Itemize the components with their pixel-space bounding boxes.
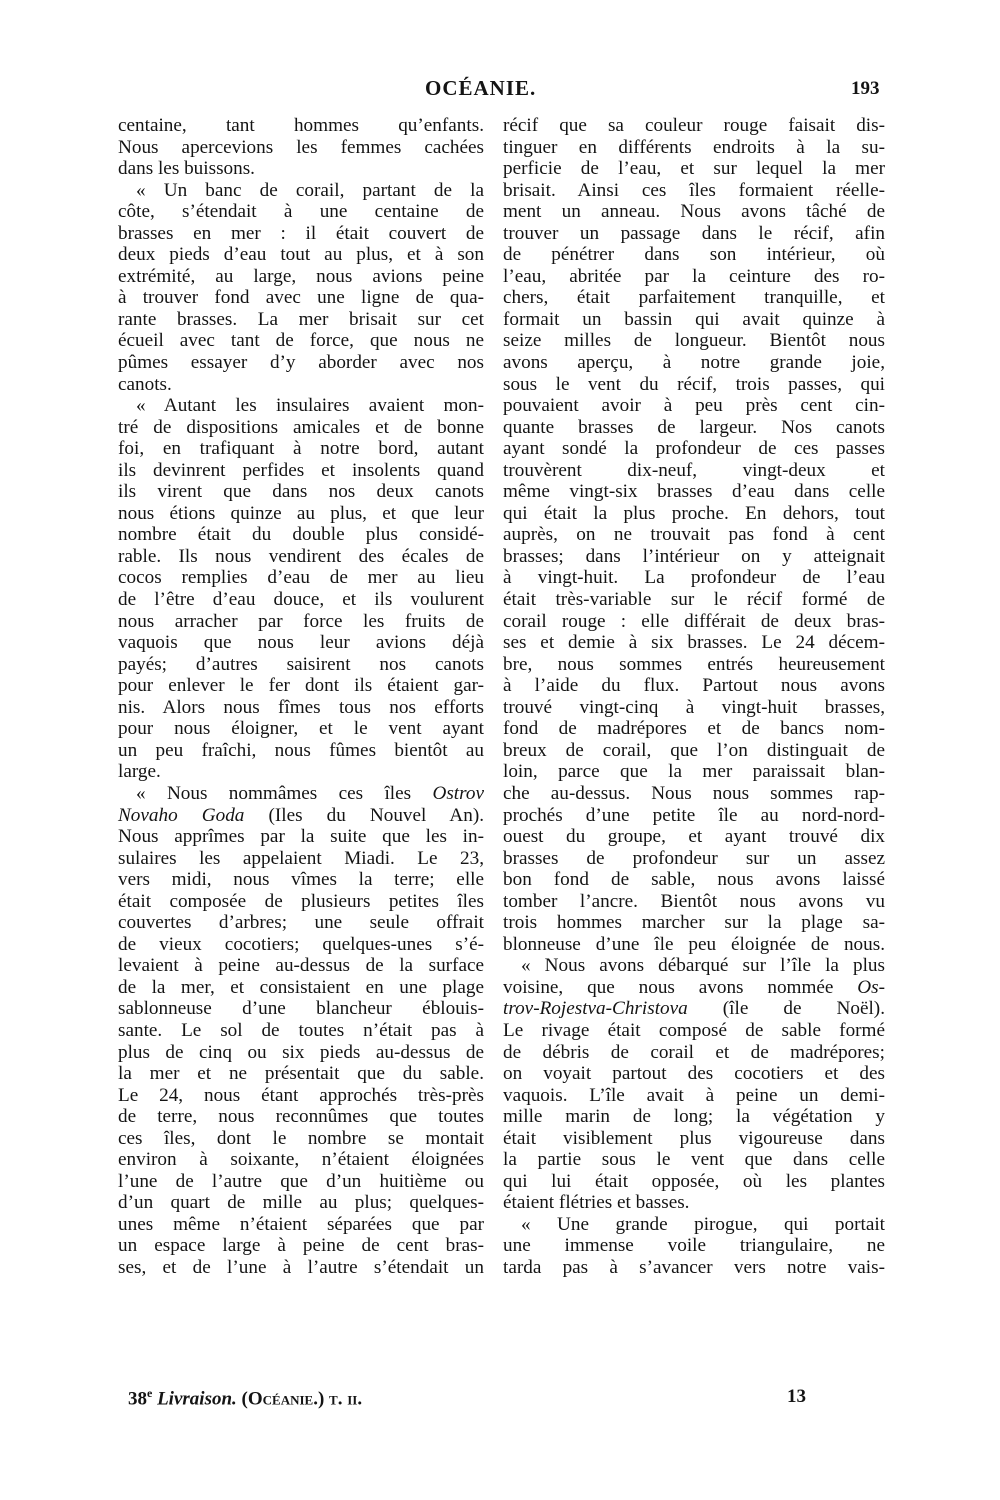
line-text: un peu fraîchi, nous fûmes bientôt au <box>118 739 484 761</box>
text-line <box>118 718 484 740</box>
text-line <box>118 115 484 137</box>
line-text: corail rouge : elle différait de deux bras- <box>503 610 885 632</box>
text-line <box>118 503 484 525</box>
line-text: trouvèrent dix-neuf, vingt-deux et <box>503 459 885 481</box>
line-text: était très-variable sur le récif formé de <box>503 589 885 611</box>
text-line <box>503 223 885 245</box>
line-text: pour enlever le fer dont ils étaient gar- <box>118 675 484 697</box>
line-text: breux de corail, que l’on distinguait de <box>503 739 885 761</box>
line-text: loin, parce que la mer paraissait blan- <box>503 761 885 783</box>
line-text: nous étions quinze au plus, et que leur <box>118 502 484 524</box>
line-text: voisine, que nous avons nommée <box>503 976 858 998</box>
line-text: un espace large à peine de cent bras- <box>118 1235 484 1257</box>
line-text: ils virent que dans nos deux canots <box>118 481 484 503</box>
line-text: on voyait partout des cocotiers et des <box>503 1063 885 1085</box>
line-text: « Nous nommâmes ces îles <box>136 782 433 804</box>
line-text-after: (Iles du Nouvel An). <box>244 804 485 826</box>
text-line <box>118 998 484 1020</box>
line-text: bon fond de sable, nous avons laissé <box>503 869 885 891</box>
line-text: cocos remplies d’eau de mer au lieu <box>118 567 484 589</box>
text-line <box>503 524 885 546</box>
line-text: tomber l’ancre. Bientôt nous avons vu <box>503 890 885 912</box>
line-text: plus de cinq ou six pieds au-dessus de <box>118 1041 484 1063</box>
line-text: pouvaient avoir à peu près cent cin- <box>503 395 885 417</box>
text-line <box>503 201 885 223</box>
text-line <box>503 955 885 977</box>
line-text: sulaires les appelaient Miadi. Le 23, <box>118 847 484 869</box>
line-text: ses, et de l’une à l’autre s’étendait un <box>118 1256 484 1278</box>
line-text: ouest du groupe, et ayant trouvé dix <box>503 826 885 848</box>
line-text: « Nous avons débarqué sur l’île la plus <box>521 955 885 977</box>
line-text: Nous apprîmes par la suite que les in- <box>118 826 484 848</box>
line-text: canots. <box>118 373 172 395</box>
line-text: nis. Alors nous fîmes tous nos efforts <box>118 696 484 718</box>
line-text: brisait. Ainsi ces îles formaient réelle- <box>503 179 885 201</box>
line-text: prochés d’une petite île au nord-nord- <box>503 804 885 826</box>
line-text: couvertes d’arbres; une seule offrait <box>118 912 484 934</box>
line-text: ment un anneau. Nous avons tâché de <box>503 201 885 223</box>
text-line <box>503 891 885 913</box>
text-line <box>503 417 885 439</box>
text-line <box>118 309 484 331</box>
line-text: bre, nous sommes entrés heureusement <box>503 653 885 675</box>
line-text: récif que sa couleur rouge faisait dis- <box>503 115 885 136</box>
text-line <box>503 654 885 676</box>
text-line <box>118 675 484 697</box>
line-text-after: (île de Noël). <box>687 998 885 1020</box>
line-text: de terre, nous reconnûmes que toutes <box>118 1106 484 1128</box>
text-line <box>118 201 484 223</box>
line-text: étaient flétries et basses. <box>503 1192 690 1214</box>
text-line <box>503 287 885 309</box>
text-line <box>118 481 484 503</box>
line-text: deux pieds d’eau tout au plus, et à son <box>118 244 484 266</box>
text-line <box>118 438 484 460</box>
line-text: che au-dessus. Nous nous sommes rap- <box>503 782 885 804</box>
line-text: auprès, on ne trouvait pas fond à cent <box>503 524 885 546</box>
line-text: l’une de l’autre que d’un huitième ou <box>118 1170 484 1192</box>
line-text: qui lui était opposée, où les plantes <box>503 1170 885 1192</box>
line-text: ils devinrent perfides et insolents quand <box>118 459 484 481</box>
line-text: la partie sous le vent que dans celle <box>503 1149 885 1171</box>
line-text: sous le vent du récif, trois passes, qui <box>503 373 885 395</box>
line-text: brasses de profondeur sur un assez <box>503 847 885 869</box>
line-text: levaient à peine au-dessus de la surface <box>118 955 484 977</box>
line-text: pour nous éloigner, et le vent ayant <box>118 718 484 740</box>
line-text: unes même n’étaient séparées que par <box>118 1213 484 1235</box>
signature-superscript: e <box>147 1386 153 1400</box>
line-text: perficie de l’eau, et sur lequel la mer <box>503 158 885 180</box>
text-line <box>503 1063 885 1085</box>
line-text: extrémité, au large, nous avions peine <box>118 265 484 287</box>
line-text: à l’aide du flux. Partout nous avons <box>503 675 885 697</box>
text-line <box>503 761 885 783</box>
text-line <box>118 158 484 180</box>
line-text: rable. Ils nous vendirent des écales de <box>118 545 484 567</box>
text-line <box>503 1235 885 1257</box>
text-line <box>118 611 484 633</box>
text-line <box>503 589 885 611</box>
text-line <box>503 1192 885 1214</box>
text-line <box>118 567 484 589</box>
text-line <box>503 374 885 396</box>
text-line <box>118 589 484 611</box>
sheet-number: 13 <box>787 1386 806 1407</box>
line-text: « Une grande pirogue, qui portait <box>521 1213 885 1235</box>
line-text: tré de dispositions amicales et de bonne <box>118 416 484 438</box>
line-text: mille marin de long; la végétation y <box>503 1106 885 1128</box>
text-line <box>118 1214 484 1236</box>
text-line <box>503 1149 885 1171</box>
text-line <box>118 1257 484 1279</box>
text-line <box>118 891 484 913</box>
line-text: sante. Le sol de toutes n’était pas à <box>118 1019 484 1041</box>
line-text: de l’être d’eau douce, et ils voulurent <box>118 589 484 611</box>
text-line <box>503 137 885 159</box>
text-line <box>118 180 484 202</box>
text-line <box>503 567 885 589</box>
text-line <box>503 632 885 654</box>
line-text: Le rivage était composé de sable formé <box>503 1019 885 1041</box>
text-line <box>503 1020 885 1042</box>
text-line <box>118 761 484 783</box>
text-line <box>118 740 484 762</box>
text-line <box>118 977 484 999</box>
text-line <box>503 395 885 417</box>
text-line <box>503 481 885 503</box>
line-text: trois hommes marcher sur la plage sa- <box>503 912 885 934</box>
line-text: à trouver fond avec une ligne de qua- <box>118 287 484 309</box>
text-line <box>503 1128 885 1150</box>
line-text: vers midi, nous vîmes la terre; elle <box>118 869 484 891</box>
line-text: ses et demie à six brasses. Le 24 décem- <box>503 632 885 654</box>
text-line <box>118 654 484 676</box>
signature-number: 38 <box>128 1388 147 1410</box>
line-text: de vieux cocotiers; quelques-unes s’é- <box>118 933 484 955</box>
text-line <box>503 1106 885 1128</box>
line-text: blonneuse d’une île peu éloignée de nous. <box>503 933 885 955</box>
text-line <box>118 374 484 396</box>
text-line <box>503 783 885 805</box>
text-line <box>503 1214 885 1236</box>
line-text: environ à soixante, n’étaient éloignées <box>118 1149 484 1171</box>
text-line <box>118 395 484 417</box>
text-line <box>118 1235 484 1257</box>
text-line <box>503 869 885 891</box>
text-line <box>118 1192 484 1214</box>
text-line <box>503 912 885 934</box>
line-text: la mer et ne présentait que du sable. <box>118 1063 484 1085</box>
text-line <box>503 848 885 870</box>
text-line <box>503 805 885 827</box>
text-line <box>503 352 885 374</box>
italic-place-name: Novaho Goda <box>118 804 245 826</box>
text-line <box>503 546 885 568</box>
text-line <box>503 697 885 719</box>
italic-place-name: Ostrov <box>432 782 484 804</box>
text-line <box>118 632 484 654</box>
line-text: nombre était du double plus considé- <box>118 524 484 546</box>
line-text: fond de madrépores et de bancs nom- <box>503 718 885 740</box>
line-text: vaquois. L’île avait à peine un demi- <box>503 1084 885 1106</box>
running-title: OCÉANIE. <box>425 76 537 100</box>
line-text: même vingt-six brasses d’eau dans celle <box>503 481 885 503</box>
line-text: qui était la plus proche. En dehors, tout <box>503 502 885 524</box>
text-line <box>118 460 484 482</box>
text-line <box>118 1128 484 1150</box>
line-text: large. <box>118 761 161 783</box>
line-text: écueil avec tant de force, que nous ne <box>118 330 484 352</box>
text-line <box>118 697 484 719</box>
line-text: trouver un passage dans le récif, afin <box>503 222 885 244</box>
text-line <box>503 460 885 482</box>
line-text: de la mer, et consistaient en une plage <box>118 976 484 998</box>
text-line <box>503 1171 885 1193</box>
line-text: foi, en trafiquant à notre bord, autant <box>118 438 484 460</box>
text-line <box>503 826 885 848</box>
line-text: seize milles de longueur. Bientôt nous <box>503 330 885 352</box>
text-line <box>118 1042 484 1064</box>
line-text: chers, était parfaitement tranquille, et <box>503 287 885 309</box>
italic-place-name: Os- <box>857 976 885 998</box>
signature-word: Livraison. <box>157 1388 237 1410</box>
text-line <box>118 137 484 159</box>
text-line <box>118 546 484 568</box>
line-text: « Un banc de corail, partant de la <box>136 179 484 201</box>
line-text: était visiblement plus vigoureuse dans <box>503 1127 885 1149</box>
line-text: de débris de corail et de madrépores; <box>503 1041 885 1063</box>
text-line <box>118 1085 484 1107</box>
text-line <box>503 1042 885 1064</box>
text-line <box>503 115 885 137</box>
text-line <box>118 1063 484 1085</box>
signature-series: (Océanie.) t. ii. <box>241 1388 363 1410</box>
text-line <box>503 1085 885 1107</box>
line-text: vaquois que nous leur avions déjà <box>118 632 484 654</box>
text-line <box>118 330 484 352</box>
line-text: dans les buissons. <box>118 158 255 180</box>
text-line <box>503 675 885 697</box>
line-text: côte, s’étendait à une centaine de <box>118 201 484 223</box>
text-line <box>118 912 484 934</box>
line-text: payés; d’autres saisirent nos canots <box>118 653 484 675</box>
italic-place-name: trov-Rojestva-Christova <box>503 998 688 1020</box>
text-line <box>118 826 484 848</box>
text-line <box>118 1171 484 1193</box>
text-line <box>503 244 885 266</box>
line-text: nous arracher par force les fruits de <box>118 610 484 632</box>
text-line <box>118 934 484 956</box>
text-line <box>503 330 885 352</box>
text-line <box>118 266 484 288</box>
text-line <box>118 223 484 245</box>
text-line <box>503 266 885 288</box>
line-text: avons aperçu, à notre grande joie, <box>503 352 885 374</box>
text-line <box>118 417 484 439</box>
line-text: ayant sondé la profondeur de ces passes <box>503 438 885 460</box>
text-line <box>118 1106 484 1128</box>
text-line <box>118 287 484 309</box>
text-line <box>118 869 484 891</box>
page-number: 193 <box>851 78 880 99</box>
text-line <box>503 934 885 956</box>
line-text: formait un bassin qui avait quinze à <box>503 308 885 330</box>
text-line <box>118 244 484 266</box>
text-line <box>118 783 484 805</box>
text-line <box>118 1020 484 1042</box>
line-text: Le 24, nous étant approchés très-près <box>118 1084 484 1106</box>
line-text: d’un quart de mille au plus; quelques- <box>118 1192 484 1214</box>
text-line <box>503 1257 885 1279</box>
left-text-column <box>118 115 484 1279</box>
running-head <box>0 76 1000 106</box>
line-text: centaine, tant hommes qu’enfants. <box>118 115 484 136</box>
text-line <box>503 718 885 740</box>
line-text: ces îles, dont le nombre se montait <box>118 1127 484 1149</box>
text-line <box>503 740 885 762</box>
line-text: était composée de plusieurs petites îles <box>118 890 484 912</box>
text-line <box>503 998 885 1020</box>
text-line <box>118 524 484 546</box>
text-line <box>503 503 885 525</box>
text-line <box>118 955 484 977</box>
line-text: brasses; dans l’intérieur on y atteignait <box>503 545 885 567</box>
line-text: tinguer en différents endroits à la su- <box>503 136 885 158</box>
text-line <box>503 977 885 999</box>
line-text: brasses en mer : il était couvert de <box>118 222 484 244</box>
text-line <box>503 611 885 633</box>
line-text: « Autant les insulaires avaient mon- <box>136 395 484 417</box>
text-line <box>118 1149 484 1171</box>
line-text: tarda pas à s’avancer vers notre vais- <box>503 1256 885 1278</box>
text-line <box>118 805 484 827</box>
text-line <box>503 158 885 180</box>
line-text: à vingt-huit. La profondeur de l’eau <box>503 567 885 589</box>
text-line <box>503 438 885 460</box>
line-text: une immense voile triangulaire, ne <box>503 1235 885 1257</box>
text-line <box>118 848 484 870</box>
line-text: trouvé vingt-cinq à vingt-huit brasses, <box>503 696 885 718</box>
line-text: pûmes essayer d’y aborder avec nos <box>118 352 484 374</box>
line-text: Nous apercevions les femmes cachées <box>118 136 484 158</box>
text-line <box>503 309 885 331</box>
line-text: l’eau, abritée par la ceinture des ro- <box>503 265 885 287</box>
signature-mark <box>128 1386 362 1410</box>
line-text: rante brasses. La mer brisait sur cet <box>118 308 484 330</box>
text-line <box>118 352 484 374</box>
line-text: quante brasses de largeur. Nos canots <box>503 416 885 438</box>
line-text: de pénétrer dans son intérieur, où <box>503 244 885 266</box>
right-text-column <box>503 115 885 1279</box>
line-text: sablonneuse d’une blancheur éblouis- <box>118 998 484 1020</box>
page-footer <box>0 1386 1000 1416</box>
text-line <box>503 180 885 202</box>
